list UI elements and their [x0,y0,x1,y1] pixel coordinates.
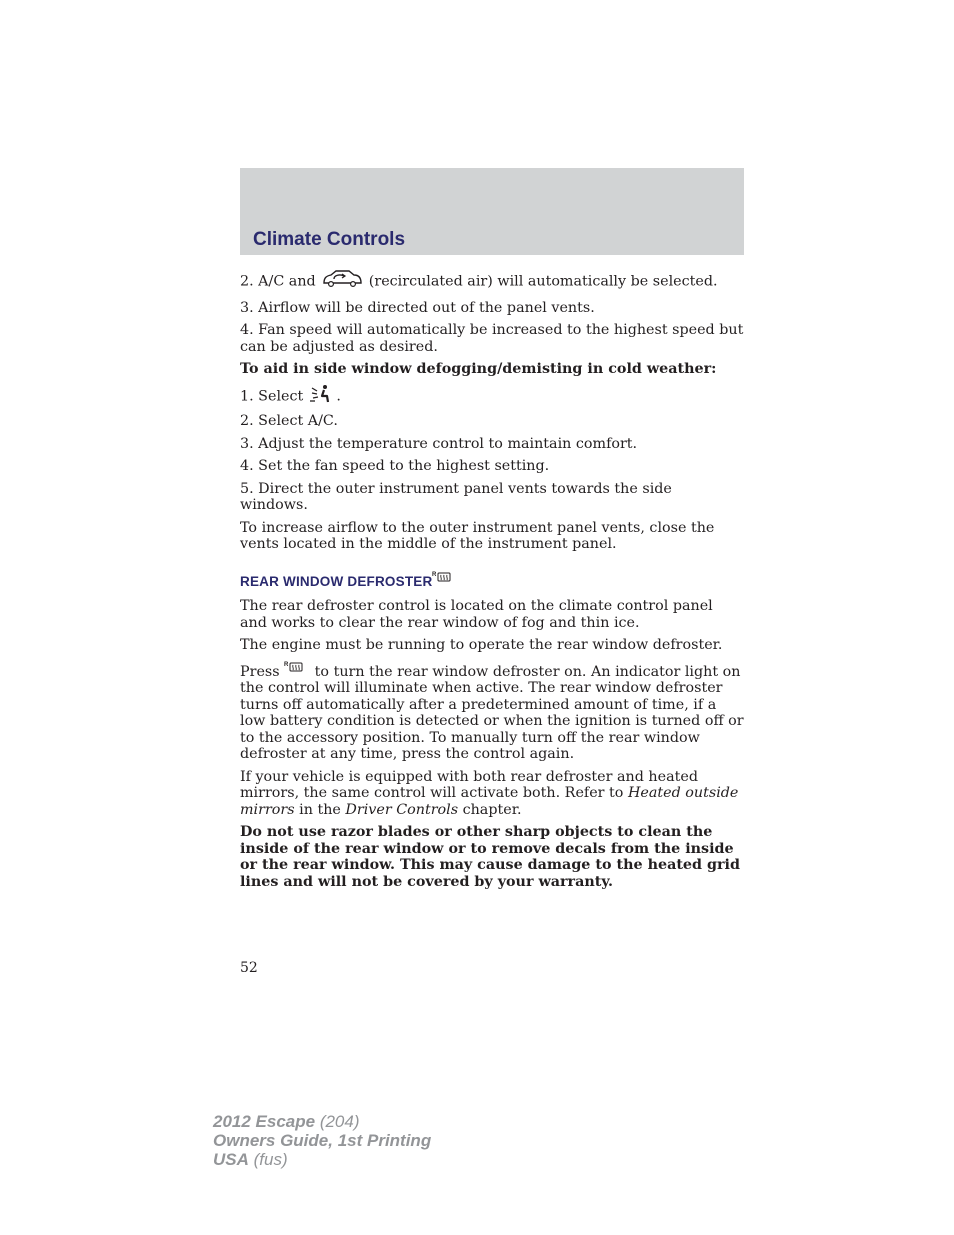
paragraph-ac-recirc: 2. A/C and (recirculated air) will automatically be selected. [240,269,744,294]
document-footer [213,1112,431,1169]
paragraph-heated-mirrors: If your vehicle is equipped with both rear defroster and heated mirrors, the same control will activate both. Refer to Heated outside mirrors in the Driver Controls chapter. [240,768,739,818]
chapter-title: Climate Controls [253,229,406,250]
svg-text:R: R [432,571,437,578]
reference-driver-controls: Driver Controls [345,801,459,818]
footer-line-2: Owners Guide, 1st Printing [213,1131,432,1150]
step-4: 4. Set the fan speed to the highest setting. [240,458,550,474]
step-5: 5. Direct the outer instrument panel vents towards the side windows. [240,480,672,513]
paragraph-rear-location: The rear defroster control is located on the climate control panel and works to clear the rear window of fog and thin ice. [240,598,713,631]
rear-defrost-icon [284,660,310,679]
side-defog-heading: To aid in side window defogging/demisting in cold weather: [240,361,717,377]
step-1: 1. Select . [240,384,744,409]
svg-text:R: R [284,661,289,668]
paragraph-outer-vents: To increase airflow to the outer instrument panel vents, close the vents located in the middle of the instrument panel. [240,519,715,552]
recirculated-air-icon [320,269,364,294]
rear-defroster-heading: REAR WINDOW DEFROSTER R [240,570,744,591]
paragraph-rear-press: Press R to turn the rear window defroster on. An indicator light on the control will illuminate when active. The rear window defroster turns off automatically after a predetermined amount of time, if a low battery condition is detected or when the ignition is turned off or to the accessory position. To manually turn off the rear window defroster at any time, press the control again. [240,661,744,762]
paragraph-engine-running: The engine must be running to operate the rear window defroster. [240,637,723,653]
reference-heated-mirrors: Heated outside mirrors [240,785,739,818]
warning-razor-blades: Do not use razor blades or other sharp objects to clean the inside of the rear window or to remove decals from the inside or the rear window. This may cause damage to the heated grid lines and will not be covered by your warranty. [240,824,740,890]
step-3: 3. Adjust the temperature control to maintain comfort. [240,435,638,452]
step-2: 2. Select A/C. [240,413,338,429]
footer-line-1: 2012 Escape (204) [213,1112,360,1131]
footer-line-3: USA (fus) [213,1150,288,1169]
chapter-header-band [240,168,744,255]
page-content [240,269,744,896]
floor-defrost-mode-icon [308,384,332,409]
rear-defrost-icon [432,570,452,589]
page-number: 52 [240,960,258,976]
paragraph-fan-speed: 4. Fan speed will automatically be increased to the highest speed but can be adjusted as desired. [240,322,744,355]
paragraph-airflow: 3. Airflow will be directed out of the panel vents. [240,299,595,316]
